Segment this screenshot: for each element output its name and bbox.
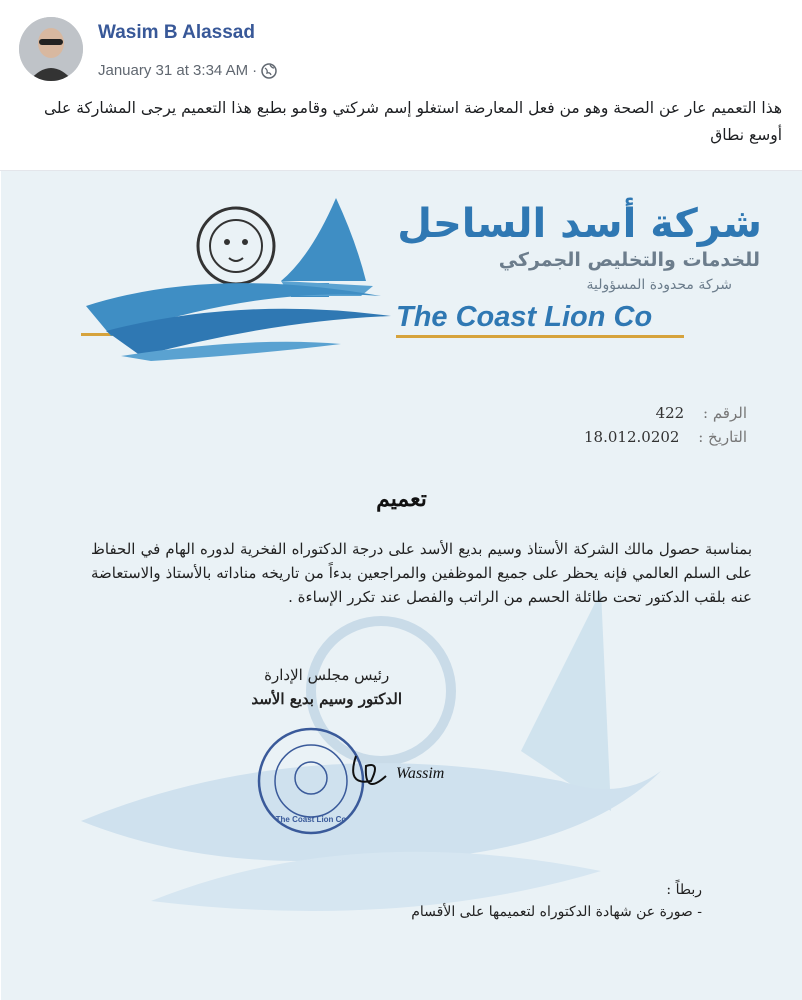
document-image — [1, 171, 802, 1000]
signature: Wassim — [396, 765, 445, 782]
date-label: التاريخ : — [698, 428, 747, 446]
company-logo — [81, 196, 411, 361]
attachment-label: ربطاً : — [666, 882, 702, 898]
company-name-arabic: شركة أسد الساحل — [397, 201, 762, 247]
meta-separator: · — [252, 62, 258, 79]
company-name-english: The Coast Lion Co — [396, 301, 653, 333]
date-value: 18.012.0202 — [584, 428, 680, 446]
signature-block — [251, 663, 402, 711]
stamp-text: The Coast Lion Co — [275, 815, 347, 824]
avatar-image — [19, 17, 83, 81]
signer-name: الدكتور وسيم بديع الأسد — [251, 690, 402, 708]
avatar[interactable] — [19, 17, 83, 81]
post-text: هذا التعميم عار عن الصحة وهو من فعل المعارضة استغلو إسم شركتي وقامو بطبع هذا التعميم يرجى المشاركة على أوسع نطاق — [44, 99, 782, 144]
document-body: بمناسبة حصول مالك الشركة الأستاذ وسيم بديع الأسد على درجة الدكتوراه الفخرية لدوره الهام في الحفاظ على السلم العالمي فإنه يحظر على جميع الموظفين والمراجعين بدءاً من تاريخه مناداته بالأستاذ والاستعاضة عنه بلقب الدكتور تحت طائلة الحسم من الراتب والفصل عند تكرر الإساءة . — [91, 540, 752, 606]
post-timestamp[interactable]: January 31 at 3:34 AM — [98, 62, 249, 79]
attachment-text: - صورة عن شهادة الدكتوراه لتعميمها على الأقسام — [411, 904, 702, 920]
attachment-block — [411, 879, 702, 923]
post-meta — [98, 62, 277, 79]
company-subtitle: للخدمات والتخليص الجمركي — [498, 249, 760, 271]
author-name-link[interactable]: Wasim B Alassad — [98, 22, 255, 43]
document-title: تعميم — [376, 486, 427, 512]
number-value: 422 — [655, 404, 685, 422]
number-label: الرقم : — [703, 404, 747, 422]
company-stamp — [246, 726, 486, 836]
globe-icon[interactable] — [261, 63, 277, 79]
facebook-post-header — [0, 0, 802, 171]
company-legal-form: شركة محدودة المسؤولية — [586, 277, 732, 293]
signer-title: رئيس مجلس الإدارة — [264, 666, 390, 684]
